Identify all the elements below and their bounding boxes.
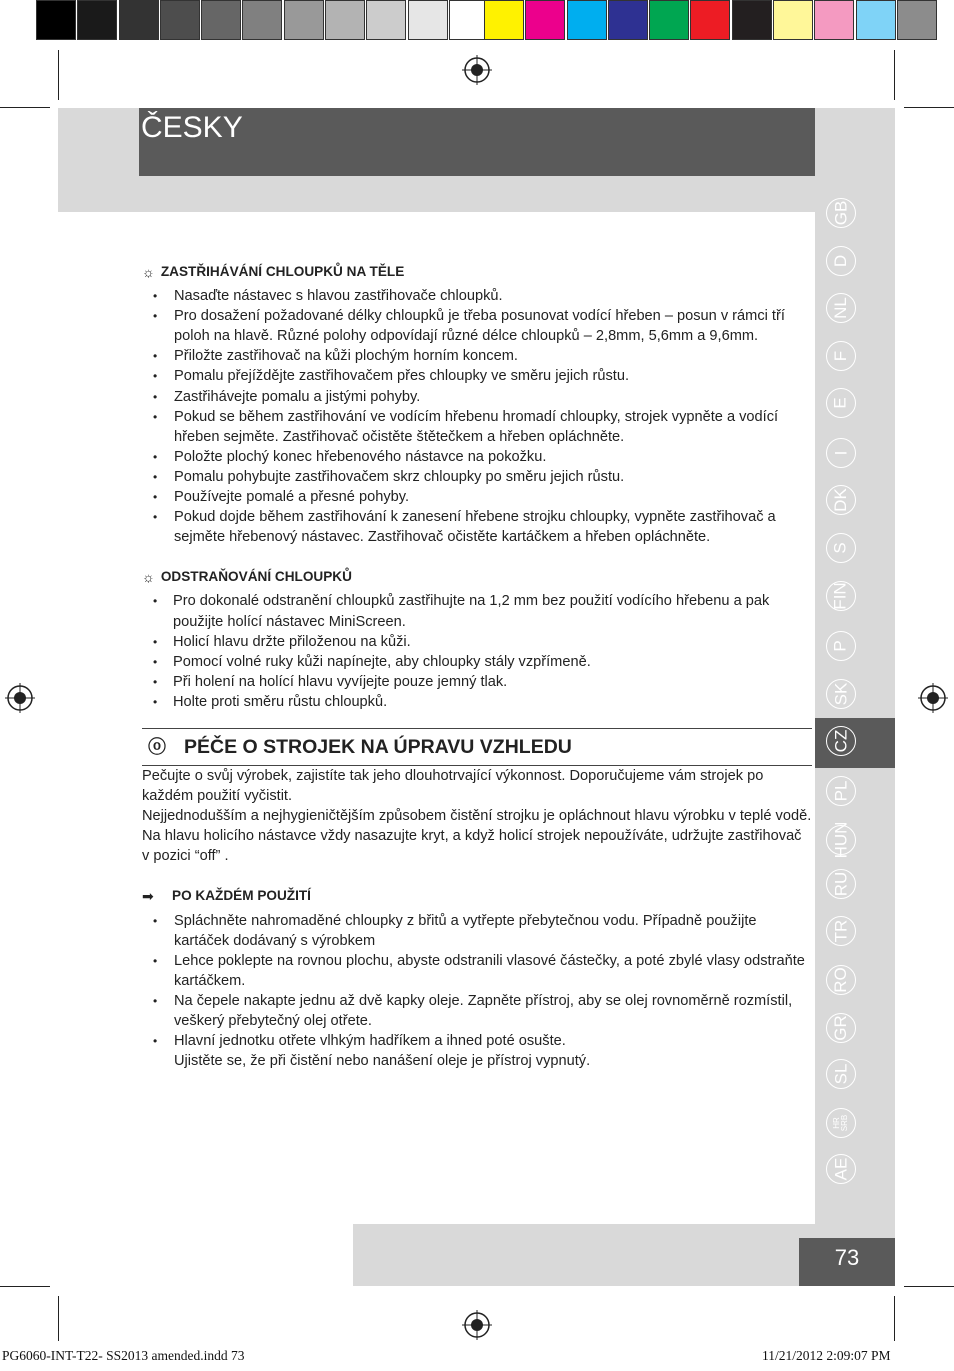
color-swatch (608, 0, 648, 40)
language-tab-fin[interactable]: FIN (826, 581, 856, 611)
list-item: • Spláchněte nahromaděné chloupky z břitů a vytřepte přebytečnou vodu. Případně použijte kartáček dodávaný s výrobkem (142, 911, 812, 951)
language-tab-dk[interactable]: DK (826, 485, 856, 515)
color-swatch (449, 0, 489, 40)
list-item: • Při holení na holící hlavu vyvíjejte pouze jemný tlak. (142, 672, 812, 692)
color-swatch (325, 0, 365, 40)
crop-mark (904, 107, 954, 108)
care-icon: ⓞ (148, 736, 166, 757)
registration-mark-icon (918, 683, 948, 713)
timestamp-slug: 11/21/2012 2:09:07 PM (762, 1348, 891, 1363)
crop-mark (904, 1286, 954, 1287)
sun-icon: ☼ (142, 569, 155, 586)
heading-text: PÉČE O STROJEK NA ÚPRAVU VZHLEDU (184, 735, 572, 758)
color-swatch (77, 0, 117, 40)
color-calibration-bar-right (484, 0, 938, 42)
section-heading (142, 262, 812, 282)
color-swatch (242, 0, 282, 40)
color-swatch (36, 0, 76, 40)
language-tab-ru[interactable]: RU (826, 869, 856, 899)
list-item: • Na čepele nakapte jednu až dvě kapky oleje. Zapněte přístroj, aby se olej rovnoměrně rozmístil, veškerý přebytečný olej otřete. (142, 991, 812, 1031)
registration-mark-icon (5, 683, 35, 713)
page-title: ČESKY (141, 111, 243, 144)
list-item: • Nasaďte nástavec s hlavou zastřihovače chloupků. (142, 286, 812, 306)
language-tab-s[interactable]: S (826, 533, 856, 563)
color-swatch (897, 0, 937, 40)
file-slug: PG6060-INT-T22- SS2013 amended.indd 73 (2, 1348, 245, 1363)
color-swatch (366, 0, 406, 40)
registration-mark-icon (462, 55, 492, 85)
page-number: 73 (834, 1245, 860, 1270)
main-content (142, 262, 812, 1071)
language-tab-ro[interactable]: RO (826, 965, 856, 995)
list-item: • Pro dosažení požadované délky chloupků je třeba posunovat vodící hřeben – posun v rámci tří poloh na hlavě. Různé polohy odpovídají různé délce chloupků – 2,8mm, 5,6mm a 9,6mm. (142, 306, 812, 346)
color-swatch (160, 0, 200, 40)
registration-mark-icon (462, 1310, 492, 1340)
color-swatch (732, 0, 772, 40)
crop-mark (894, 1296, 895, 1341)
list-item: • Zastřihávejte pomalu a jistými pohyby. (142, 387, 812, 407)
paragraph: Pečujte o svůj výrobek, zajistíte tak jeho dlouhotrvající výkonnost. Doporučujeme vám strojek po každém použití vyčistit. (142, 767, 764, 805)
list-item: • Používejte pomalé a přesné pohyby. (142, 487, 812, 507)
language-tab-p[interactable]: P (826, 631, 856, 661)
list-item: • Pomocí volné ruky kůži napínejte, aby chloupky stály vzpřímeně. (142, 652, 812, 672)
section-heading (142, 886, 812, 906)
paragraph: Nejjednodušším a nejhygieničtějším způsobem čistění strojku je opláchnout hlavu výrobku v teplé vodě. Na hlavu holicího nástavce vždy nasazujte kryt, a když holicí strojek nepoužíváte, udržujte zastřihovač v pozici “off” . (142, 808, 812, 865)
list-item: • Pomalu přejíždějte zastřihovačem přes chloupky ve směru jejich růstu. (142, 366, 812, 386)
color-swatch (119, 0, 159, 40)
color-swatch (856, 0, 896, 40)
list-item: • Položte plochý konec hřebenového nástavce na pokožku. (142, 447, 812, 467)
list-item: • Holte proti směru růstu chloupků. (142, 692, 812, 712)
language-tab-pl[interactable]: PL (826, 776, 856, 806)
heading-text: PO KAŽDÉM POUŽITÍ (172, 888, 311, 904)
color-swatch (525, 0, 565, 40)
color-swatch (284, 0, 324, 40)
list-item: • Holicí hlavu držte přiloženou na kůži. (142, 632, 812, 652)
list-item: • Lehce poklepte na rovnou plochu, abyste odstranili vlasové částečky, a poté zbylé vlasy odstraňte kartáčkem. (142, 951, 812, 991)
color-swatch (649, 0, 689, 40)
crop-mark (0, 107, 50, 108)
language-tab-nl[interactable]: NL (826, 293, 856, 323)
color-swatch (690, 0, 730, 40)
crop-mark (0, 1286, 50, 1287)
color-swatch (201, 0, 241, 40)
language-sidebar (815, 108, 895, 1224)
sun-icon: ☼ (142, 264, 155, 280)
color-swatch (814, 0, 854, 40)
color-swatch (567, 0, 607, 40)
language-tab-sl[interactable]: SL (826, 1059, 856, 1089)
list-item: • Pomalu pohybujte zastřihovačem skrz chloupky po směru jejich růstu. (142, 467, 812, 487)
language-tab-e[interactable]: E (826, 388, 856, 418)
body-trim-list (142, 286, 812, 547)
arrow-right-icon: ➡ (142, 888, 154, 905)
crop-mark (894, 50, 895, 100)
language-tab-hr-srb[interactable]: HR SRB (826, 1108, 856, 1138)
language-tab-d[interactable]: D (826, 246, 856, 276)
color-swatch (408, 0, 448, 40)
heading-text: ZASTŘIHÁVÁNÍ CHLOUPKŮ NA TĚLE (160, 264, 405, 279)
note: Ujistěte se, že při čistění nebo nanášení oleje je přístroj vypnutý. (174, 1053, 591, 1070)
language-tab-cz[interactable]: CZ (826, 726, 856, 756)
language-tab-tr[interactable]: TR (826, 916, 856, 946)
heading-text: ODSTRAŇOVÁNÍ CHLOUPKŮ (160, 569, 352, 585)
care-section-heading (142, 728, 812, 766)
language-tab-gr[interactable]: GR (826, 1013, 856, 1043)
crop-mark (58, 50, 59, 100)
language-tab-sk[interactable]: SK (826, 679, 856, 709)
language-tab-hun[interactable]: HUN (826, 825, 856, 855)
color-calibration-bar-left (36, 0, 490, 42)
list-item: • Pokud se během zastřihování ve vodícím hřebenu hromadí chloupky, strojek vypněte a vodící hřeben sejměte. Zastřihovač očistěte štětečkem a hřeben opláchněte. (142, 407, 812, 447)
section-heading (142, 567, 812, 587)
list-item: • Pro dokonalé odstranění chloupků zastřihujte na 1,2 mm bez použití vodícího hřebenu a pak použijte holící nástavec MiniScreen. (142, 591, 812, 631)
language-tab-gb[interactable]: GB (826, 198, 856, 228)
crop-mark (58, 1296, 59, 1341)
color-swatch (773, 0, 813, 40)
after-use-list (142, 911, 812, 1052)
hair-removal-list (142, 591, 812, 712)
list-item: • Hlavní jednotku otřete vlhkým hadříkem a ihned poté osušte. (142, 1031, 812, 1051)
language-tab-f[interactable]: F (826, 341, 856, 371)
language-tab-ae[interactable]: AE (826, 1154, 856, 1184)
list-item: • Přiložte zastřihovač na kůži plochým horním koncem. (142, 346, 812, 366)
color-swatch (484, 0, 524, 40)
language-tab-i[interactable]: I (826, 438, 856, 468)
list-item: • Pokud dojde během zastřihování k zanesení hřebene strojku chloupky, vypněte zastřihovač a sejměte hřebenový nástavec. Zastřihovač očistěte kartáčkem a hřeben opláchněte. (142, 507, 812, 547)
